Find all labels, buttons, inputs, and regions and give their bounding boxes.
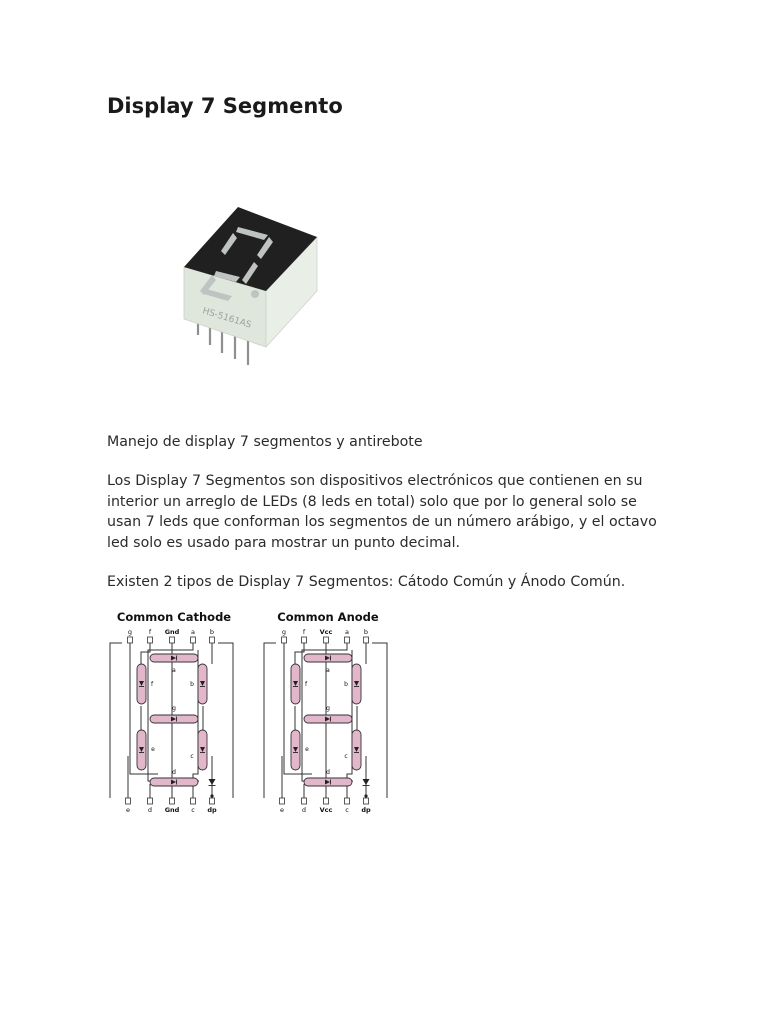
common-anode-diagram bbox=[264, 610, 387, 814]
common-cathode-dp-diode-icon bbox=[209, 779, 216, 785]
common-anode-bottom-pin-dp: dp bbox=[361, 806, 371, 814]
common-anode-segment-b-label: b bbox=[344, 681, 348, 688]
common-cathode-bottom-pin-c: c bbox=[191, 806, 195, 814]
common-anode-segment-f-label: f bbox=[304, 681, 308, 688]
common-cathode-segment-g-label: g bbox=[172, 705, 176, 712]
common-cathode-top-pin-Gnd: Gnd bbox=[164, 628, 180, 636]
page-title: Display 7 Segmento bbox=[107, 94, 343, 118]
common-anode-bottom-pin-Vcc: Vcc bbox=[319, 806, 333, 814]
types-paragraph: Existen 2 tipos de Display 7 Segmentos: Cátodo Común y Ánodo Común. bbox=[107, 574, 626, 590]
common-anode-title: Common Anode bbox=[277, 610, 379, 624]
common-cathode-segment-e-label: e bbox=[151, 746, 155, 753]
seven-segment-circuit-diagrams bbox=[106, 606, 396, 818]
common-cathode-diagram bbox=[110, 610, 233, 814]
common-cathode-top-pin-g: g bbox=[127, 628, 133, 636]
common-anode-top-pin-b: b bbox=[363, 628, 369, 636]
common-cathode-bottom-pin-e: e bbox=[126, 806, 130, 814]
common-anode-segment-e-label: e bbox=[305, 746, 309, 753]
common-anode-segment-a-label: a bbox=[326, 667, 330, 674]
common-anode-dp-diode-icon bbox=[363, 779, 370, 785]
common-cathode-segment-a-label: a bbox=[172, 667, 176, 674]
description-paragraph: Los Display 7 Segmentos son dispositivos electrónicos que contienen en su interior un arreglo de LEDs (8 leds en total) solo que por lo general solo se usan 7 leds que conforman los segmentos de un número arábigo, y el octavo led solo es usado para mostrar un punto decimal. bbox=[107, 473, 657, 551]
common-cathode-segment-c-label: c bbox=[190, 753, 194, 760]
common-cathode-bottom-pin-Gnd: Gnd bbox=[164, 806, 180, 814]
common-cathode-segment-d-label: d bbox=[172, 769, 176, 776]
common-anode-top-pin-a: a bbox=[345, 628, 349, 636]
common-anode-top-pin-Vcc: Vcc bbox=[319, 628, 333, 636]
common-anode-segment-g-label: g bbox=[326, 705, 330, 712]
part-marking: HS-5161AS bbox=[201, 306, 253, 331]
seven-segment-display-photo bbox=[170, 195, 330, 375]
common-cathode-bottom-pin-d: d bbox=[147, 806, 153, 814]
common-anode-bottom-pin-c: c bbox=[345, 806, 349, 814]
common-anode-top-pin-f: f bbox=[302, 628, 306, 636]
common-cathode-top-pin-f: f bbox=[148, 628, 152, 636]
common-cathode-title: Common Cathode bbox=[116, 610, 232, 624]
common-cathode-segment-f-label: f bbox=[150, 681, 154, 688]
common-cathode-bottom-pin-dp: dp bbox=[207, 806, 217, 814]
common-anode-top-pin-g: g bbox=[281, 628, 287, 636]
common-anode-segment-d-label: d bbox=[326, 769, 330, 776]
common-cathode-top-pin-a: a bbox=[191, 628, 195, 636]
common-anode-bottom-pin-d: d bbox=[301, 806, 307, 814]
common-cathode-segment-b-label: b bbox=[190, 681, 194, 688]
common-anode-bottom-pin-e: e bbox=[280, 806, 284, 814]
subtitle-paragraph: Manejo de display 7 segmentos y antirebote bbox=[107, 434, 423, 450]
common-cathode-top-pin-b: b bbox=[209, 628, 215, 636]
common-anode-segment-c-label: c bbox=[344, 753, 348, 760]
